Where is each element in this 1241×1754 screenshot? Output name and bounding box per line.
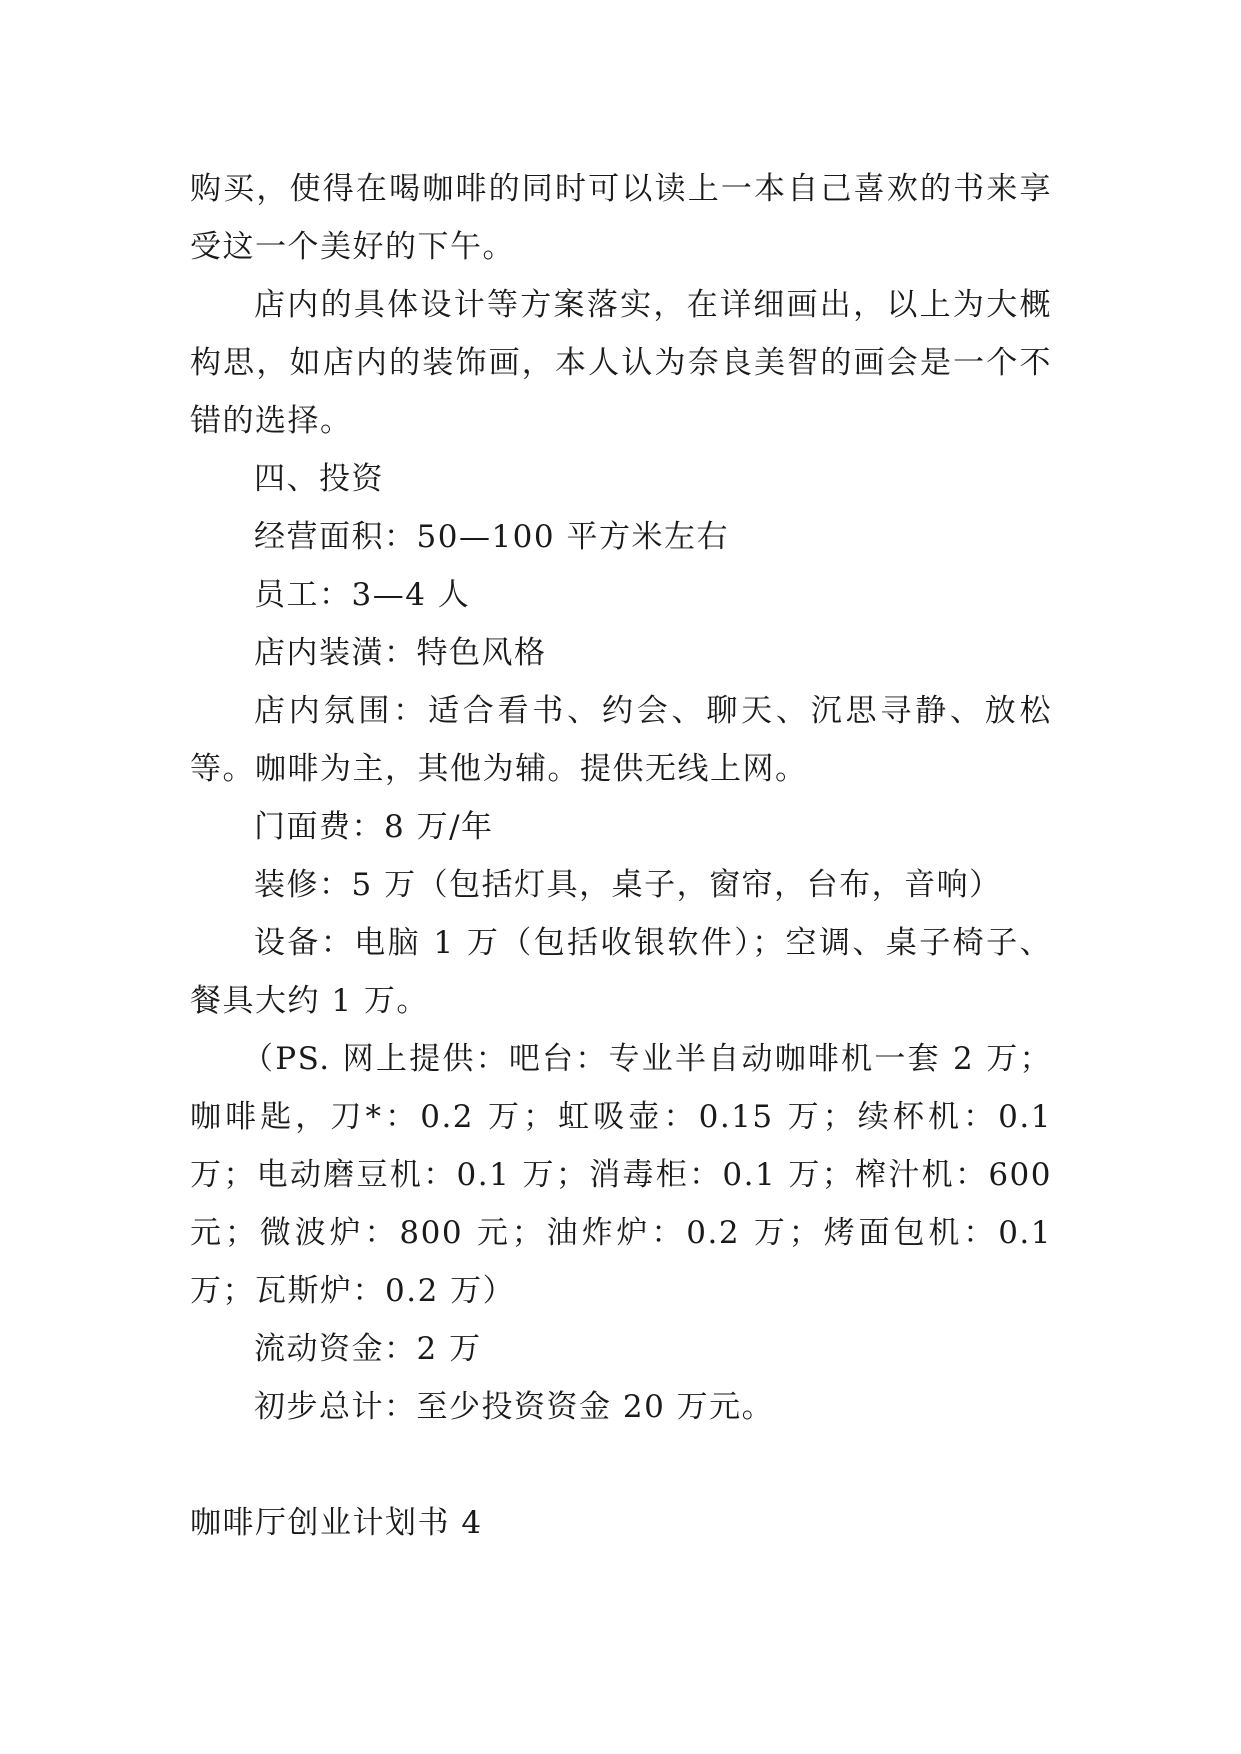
paragraph-renovation: 装修：5 万（包括灯具，桌子，窗帘，台布，音响）	[254, 867, 1002, 903]
section-spacer	[190, 1436, 1052, 1494]
paragraph-equipment: 设备：电脑 1 万（包括收银软件）；空调、桌子椅子、餐具大约 1 万。	[190, 925, 1052, 1019]
paragraph-decoration-style: 店内装潢：特色风格	[254, 635, 547, 671]
section-title: 咖啡厅创业计划书 4	[190, 1505, 483, 1541]
paragraph-atmosphere: 店内氛围：适合看书、约会、聊天、沉思寻静、放松等。咖啡为主，其他为辅。提供无线上网。	[190, 693, 1052, 787]
paragraph-design: 店内的具体设计等方案落实，在详细画出，以上为大概构思，如店内的装饰画，本人认为奈良美智的画会是一个不错的选择。	[190, 287, 1052, 439]
heading-investment: 四、投资	[254, 461, 384, 497]
paragraph-ps-equipment-list: （PS. 网上提供：吧台：专业半自动咖啡机一套 2 万；咖啡匙，刀*：0.2 万；虹吸壶：0.15 万；续杯机：0.1 万；电动磨豆机：0.1 万；消毒柜：0.1 万；榨汁机：600 元；微波炉：800 元；油炸炉：0.2 万；烤面包机：0.1 万；瓦斯炉：0.2 万）	[190, 1041, 1052, 1309]
paragraph-total: 初步总计：至少投资资金 20 万元。	[254, 1389, 775, 1425]
paragraph-working-capital: 流动资金：2 万	[254, 1331, 482, 1367]
paragraph-staff: 员工：3—4 人	[254, 577, 471, 613]
paragraph-rent: 门面费：8 万/年	[254, 809, 494, 845]
paragraph-area: 经营面积：50—100 平方米左右	[254, 519, 729, 555]
paragraph-purchase: 购买，使得在喝咖啡的同时可以读上一本自己喜欢的书来享受这一个美好的下午。	[190, 171, 1052, 265]
document-body	[190, 160, 1052, 1552]
